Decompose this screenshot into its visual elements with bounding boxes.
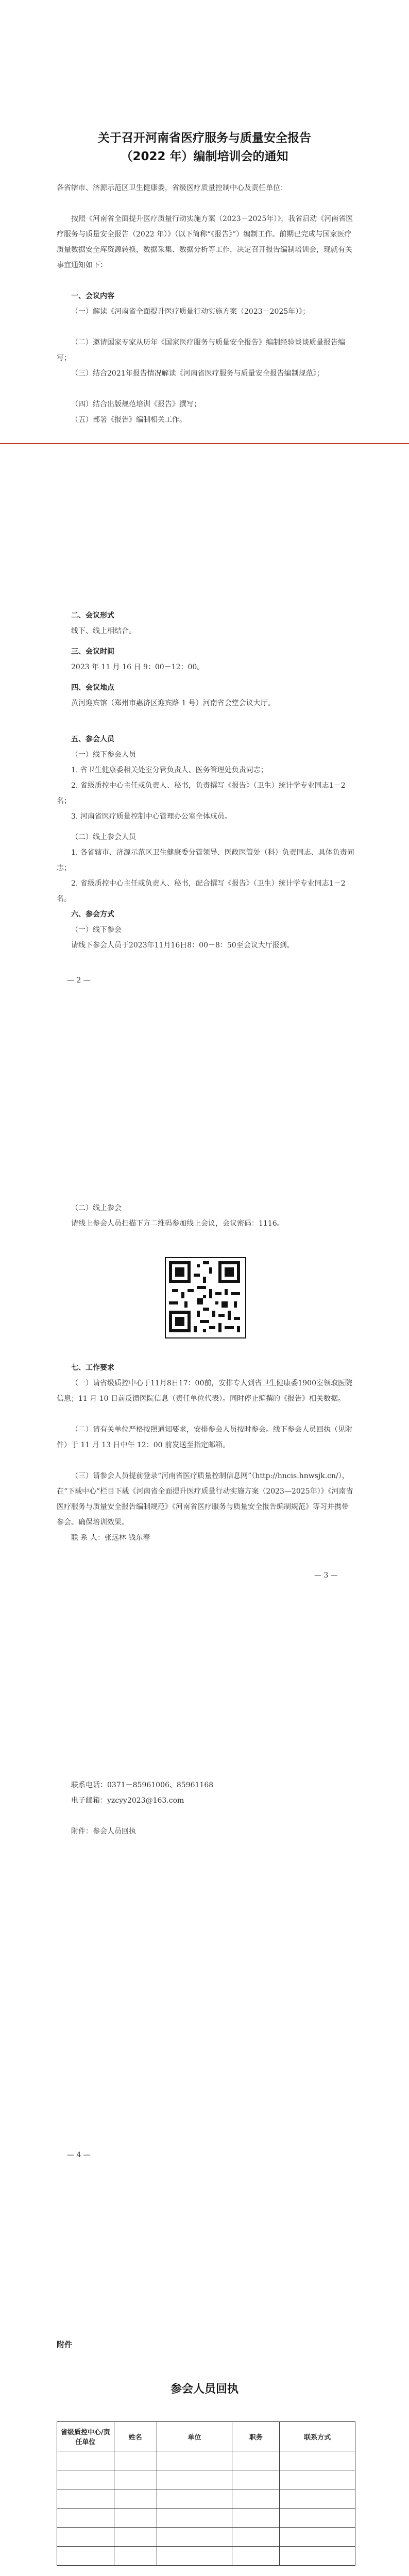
- section-3-heading: 三、会议时间: [71, 648, 114, 656]
- intro-paragraph: 按照《河南省全面提升医疗质量行动实施方案（2023－2025年）》，我省启动《河南省医疗服务与质量安全报告（2022 年）》（以下简称“《报告》”）编制工作。前期已完成与国家医疗质量数据安全库资源转换，数据采集、数据分析等工作，决定召开报告编制培训会，现就有关事宜通知如下：: [57, 215, 353, 269]
- document-title-line2: （2022 年）编制培训会的通知: [121, 150, 288, 163]
- online-attendee-1: 1. 各省辖市、济源示范区卫生健康委分管领导、医政医管处（科）负责同志、具体负责同志；: [57, 849, 354, 872]
- contact-phone: 联系电话：0371－85961006、85961168: [71, 1781, 214, 1789]
- requirement-2: （二）请有关单位严格按照通知要求，安排参会人员按时参会。线下参会人员回执（见附件）于 11 月 13 日中午 12：00 前发送至指定邮箱。: [57, 1426, 352, 1449]
- attendee-table: [57, 2421, 355, 2566]
- page-number-3: — 3 —: [314, 1571, 338, 1580]
- offline-attendee-3: 3. 河南省医疗质量控制中心管理办公室全体成员。: [71, 812, 232, 821]
- col-header-name: 姓名: [114, 2422, 157, 2451]
- offline-method-heading: （一）线下参会: [71, 926, 122, 934]
- table-row: [57, 2547, 355, 2566]
- section-3-body: 2023 年 11 月 16 日 9：00－12：00。: [71, 663, 204, 671]
- offline-attendees-heading: （一）线下参会人员: [71, 751, 136, 759]
- page-number-2: — 2 —: [67, 976, 91, 985]
- document-title-line1: 关于召开河南省医疗服务与质量安全报告: [98, 131, 311, 145]
- table-header-row: [57, 2422, 355, 2451]
- attachment-note: 附件：参会人员回执: [71, 1827, 136, 1836]
- page-break-line: [0, 443, 409, 444]
- col-header-center: 省级质控中心/责任单位: [57, 2422, 114, 2451]
- section-1-item-5: （五）部署《报告》编制相关工作。: [71, 416, 186, 424]
- section-1-item-2: （二）邀请国家专家从历年《国家医疗服务与质量安全报告》编制经验谈谈质量报告编写；: [57, 338, 345, 362]
- attachment-title: 参会人员回执: [170, 2383, 238, 2396]
- online-method-heading: （二）线上参会: [71, 1204, 122, 1212]
- section-5-heading: 五、参会人员: [71, 735, 114, 743]
- section-2-body: 线下、线上相结合。: [71, 627, 136, 635]
- section-1-item-4: （四）结合出版规范培训《报告》撰写；: [71, 400, 201, 409]
- attachment-label: 附件: [57, 2340, 73, 2349]
- requirement-1: （一）请省级质控中心于11月8日17：00前，安排专人到省卫生健康委1900室领取医院信息；11 月 10 日前反馈医院信息（责任单位代表）。同时停止编撰的《报告》相关数据。: [57, 1379, 352, 1403]
- col-header-contact: 联系方式: [280, 2422, 355, 2451]
- contact-people: 联 系 人：张远林 钱东春: [71, 1534, 150, 1542]
- table-row: [57, 2470, 355, 2489]
- page-number-4: — 4 —: [67, 2151, 91, 2159]
- meeting-qr-code[interactable]: [165, 1257, 246, 1338]
- offline-method-body: 请线下参会人员于2023年11月16日8：00－8：50至会议大厅报到。: [71, 941, 294, 950]
- online-method-body: 请线上参会人员扫描下方二维码参加线上会议，会议密码：1116。: [71, 1219, 284, 1228]
- section-1-item-3: （三）结合2021年报告情况解读《河南省医疗服务与质量安全报告编制规范》；: [71, 369, 324, 378]
- salutation: 各省辖市、济源示范区卫生健康委，省级医疗质量控制中心及责任单位：: [57, 184, 287, 192]
- online-attendee-2: 2. 省级质控中心主任或负责人、秘书，配合撰写《报告》（卫生）统计学专业同志1－2名。: [57, 879, 346, 903]
- table-row: [57, 2528, 355, 2547]
- section-2-heading: 二、会议形式: [71, 612, 114, 620]
- section-1-heading: 一、会议内容: [71, 292, 114, 300]
- offline-attendee-2: 2. 省级质控中心主任或负责人、秘书，负责撰写《报告》（卫生）统计学专业同志1－2名；: [57, 782, 346, 805]
- offline-attendee-1: 1. 省卫生健康委相关处室分管负责人、医务管理处负责同志；: [71, 766, 268, 774]
- table-row: [57, 2451, 355, 2470]
- online-attendees-heading: （二）线上参会人员: [71, 833, 136, 841]
- table-row: [57, 2489, 355, 2509]
- section-1-item-1: （一）解读《河南省全面提升医疗质量行动实施方案（2023－2025年）》；: [71, 308, 310, 316]
- col-header-title: 职务: [232, 2422, 280, 2451]
- contact-email: 电子邮箱：yzcyy2023@163.com: [71, 1797, 184, 1805]
- section-7-heading: 七、工作要求: [71, 1364, 114, 1372]
- table-row: [57, 2509, 355, 2528]
- col-header-unit: 单位: [157, 2422, 232, 2451]
- requirement-3: （三）请参会人员提前登录“河南省医疗质量控制信息网”（http://hncis.hnwsjk.cn/），在“下载中心”栏目下载《河南省全面提升医疗质量行动实施方案（2023—2025年）》《河南省医疗服务与质量安全报告编制规范》《河南省医疗服务与质量安全报告编制规范》等习并携带参会。确保培训效果。: [57, 1472, 353, 1527]
- section-6-heading: 六、参会方式: [71, 910, 114, 919]
- section-4-heading: 四、会议地点: [71, 684, 114, 692]
- section-4-body: 黄河迎宾馆（郑州市惠济区迎宾路 1 号）河南省会堂会议大厅。: [71, 699, 275, 707]
